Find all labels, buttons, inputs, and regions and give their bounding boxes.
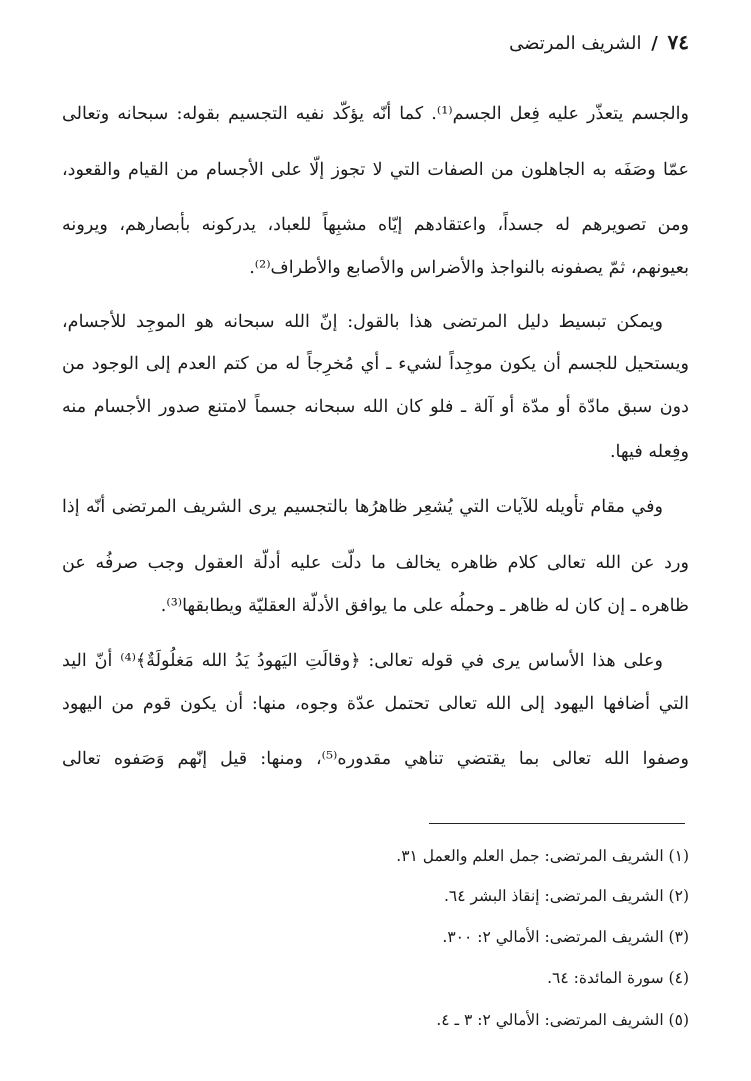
body-line: وفي مقام تأويله للآيات التي يُشعِر ظاهرُها بالتجسيم يرى الشريف المرتضى أنّه إذا (62, 497, 663, 517)
body-line: ويمكن تبسيط دليل المرتضى هذا بالقول: إنّ الله سبحانه هو الموجِد للأجسام، (62, 312, 663, 332)
body-line: ويستحيل للجسم أن يكون موجِداً لشيء ـ أي مُخرِجاً له من كتم العدم إلى الوجود من (62, 354, 689, 374)
footnote: (١) الشريف المرتضى: جمل العلم والعمل ٣١. (396, 847, 689, 865)
body-line: وفِعله فيها. (609, 442, 689, 462)
footnote: (٢) الشريف المرتضى: إنقاذ البشر ٦٤. (443, 887, 689, 905)
body-line: وصفوا الله تعالى بما يقتضي تناهي مقدوره⁽⁵⁾، ومنها: قيل إنّهم وَصَفوه تعالى (62, 749, 689, 769)
footnote: (٤) سورة المائدة: ٦٤. (547, 969, 689, 987)
footnote-divider (429, 823, 685, 824)
running-title: الشريف المرتضى (509, 33, 642, 54)
body-line: ورد عن الله تعالى كلام ظاهره يخالف ما دلّت عليه أدلّة العقول وجب صرفُه عن (62, 553, 689, 573)
body-line: بعيونهم، ثمّ يصفونه بالنواجذ والأضراس والأصابع والأطراف⁽²⁾. (249, 258, 689, 278)
body-line: ظاهره ـ إن كان له ظاهر ـ وحملُه على ما يوافق الأدلّة العقليّة ويطابقها⁽³⁾. (160, 596, 689, 616)
running-header (509, 30, 689, 54)
body-line: التي أضافها اليهود إلى الله تعالى تحتمل عدّة وجوه، منها: أن يكون قوم من اليهود (62, 694, 689, 714)
body-line: وعلى هذا الأساس يرى في قوله تعالى: ﴿وقالَتِ اليَهودُ يَدُ الله مَغلُولَةٌ﴾⁽⁴⁾ أنّ اليد (62, 651, 663, 671)
body-line: ومن تصويرهم له جسداً، واعتقادهم إيّاه مشبِهاً للعباد، يدركونه بأبصارهم، ويرونه (62, 215, 689, 235)
page-number: ٧٤ (667, 30, 689, 54)
header-separator: / (651, 33, 658, 54)
footnote: (٣) الشريف المرتضى: الأمالي ٢: ٣٠٠. (442, 928, 689, 946)
footnote: (٥) الشريف المرتضى: الأمالي ٢: ٣ ـ ٤. (436, 1011, 689, 1029)
body-line: دون سبق مادّة أو مدّة أو آلة ـ فلو كان الله سبحانه جسماً لامتنع صدور الأجسام منه (62, 397, 689, 417)
body-line: والجسم يتعذّر عليه فِعل الجسم⁽¹⁾. كما أنّه يؤكّد نفيه التجسيم بقوله: سبحانه وتعالى (62, 104, 689, 124)
body-line: عمّا وصَفَه به الجاهلون من الصفات التي لا تجوز إلّا على الأجسام من القيام والقعود، (62, 160, 689, 180)
